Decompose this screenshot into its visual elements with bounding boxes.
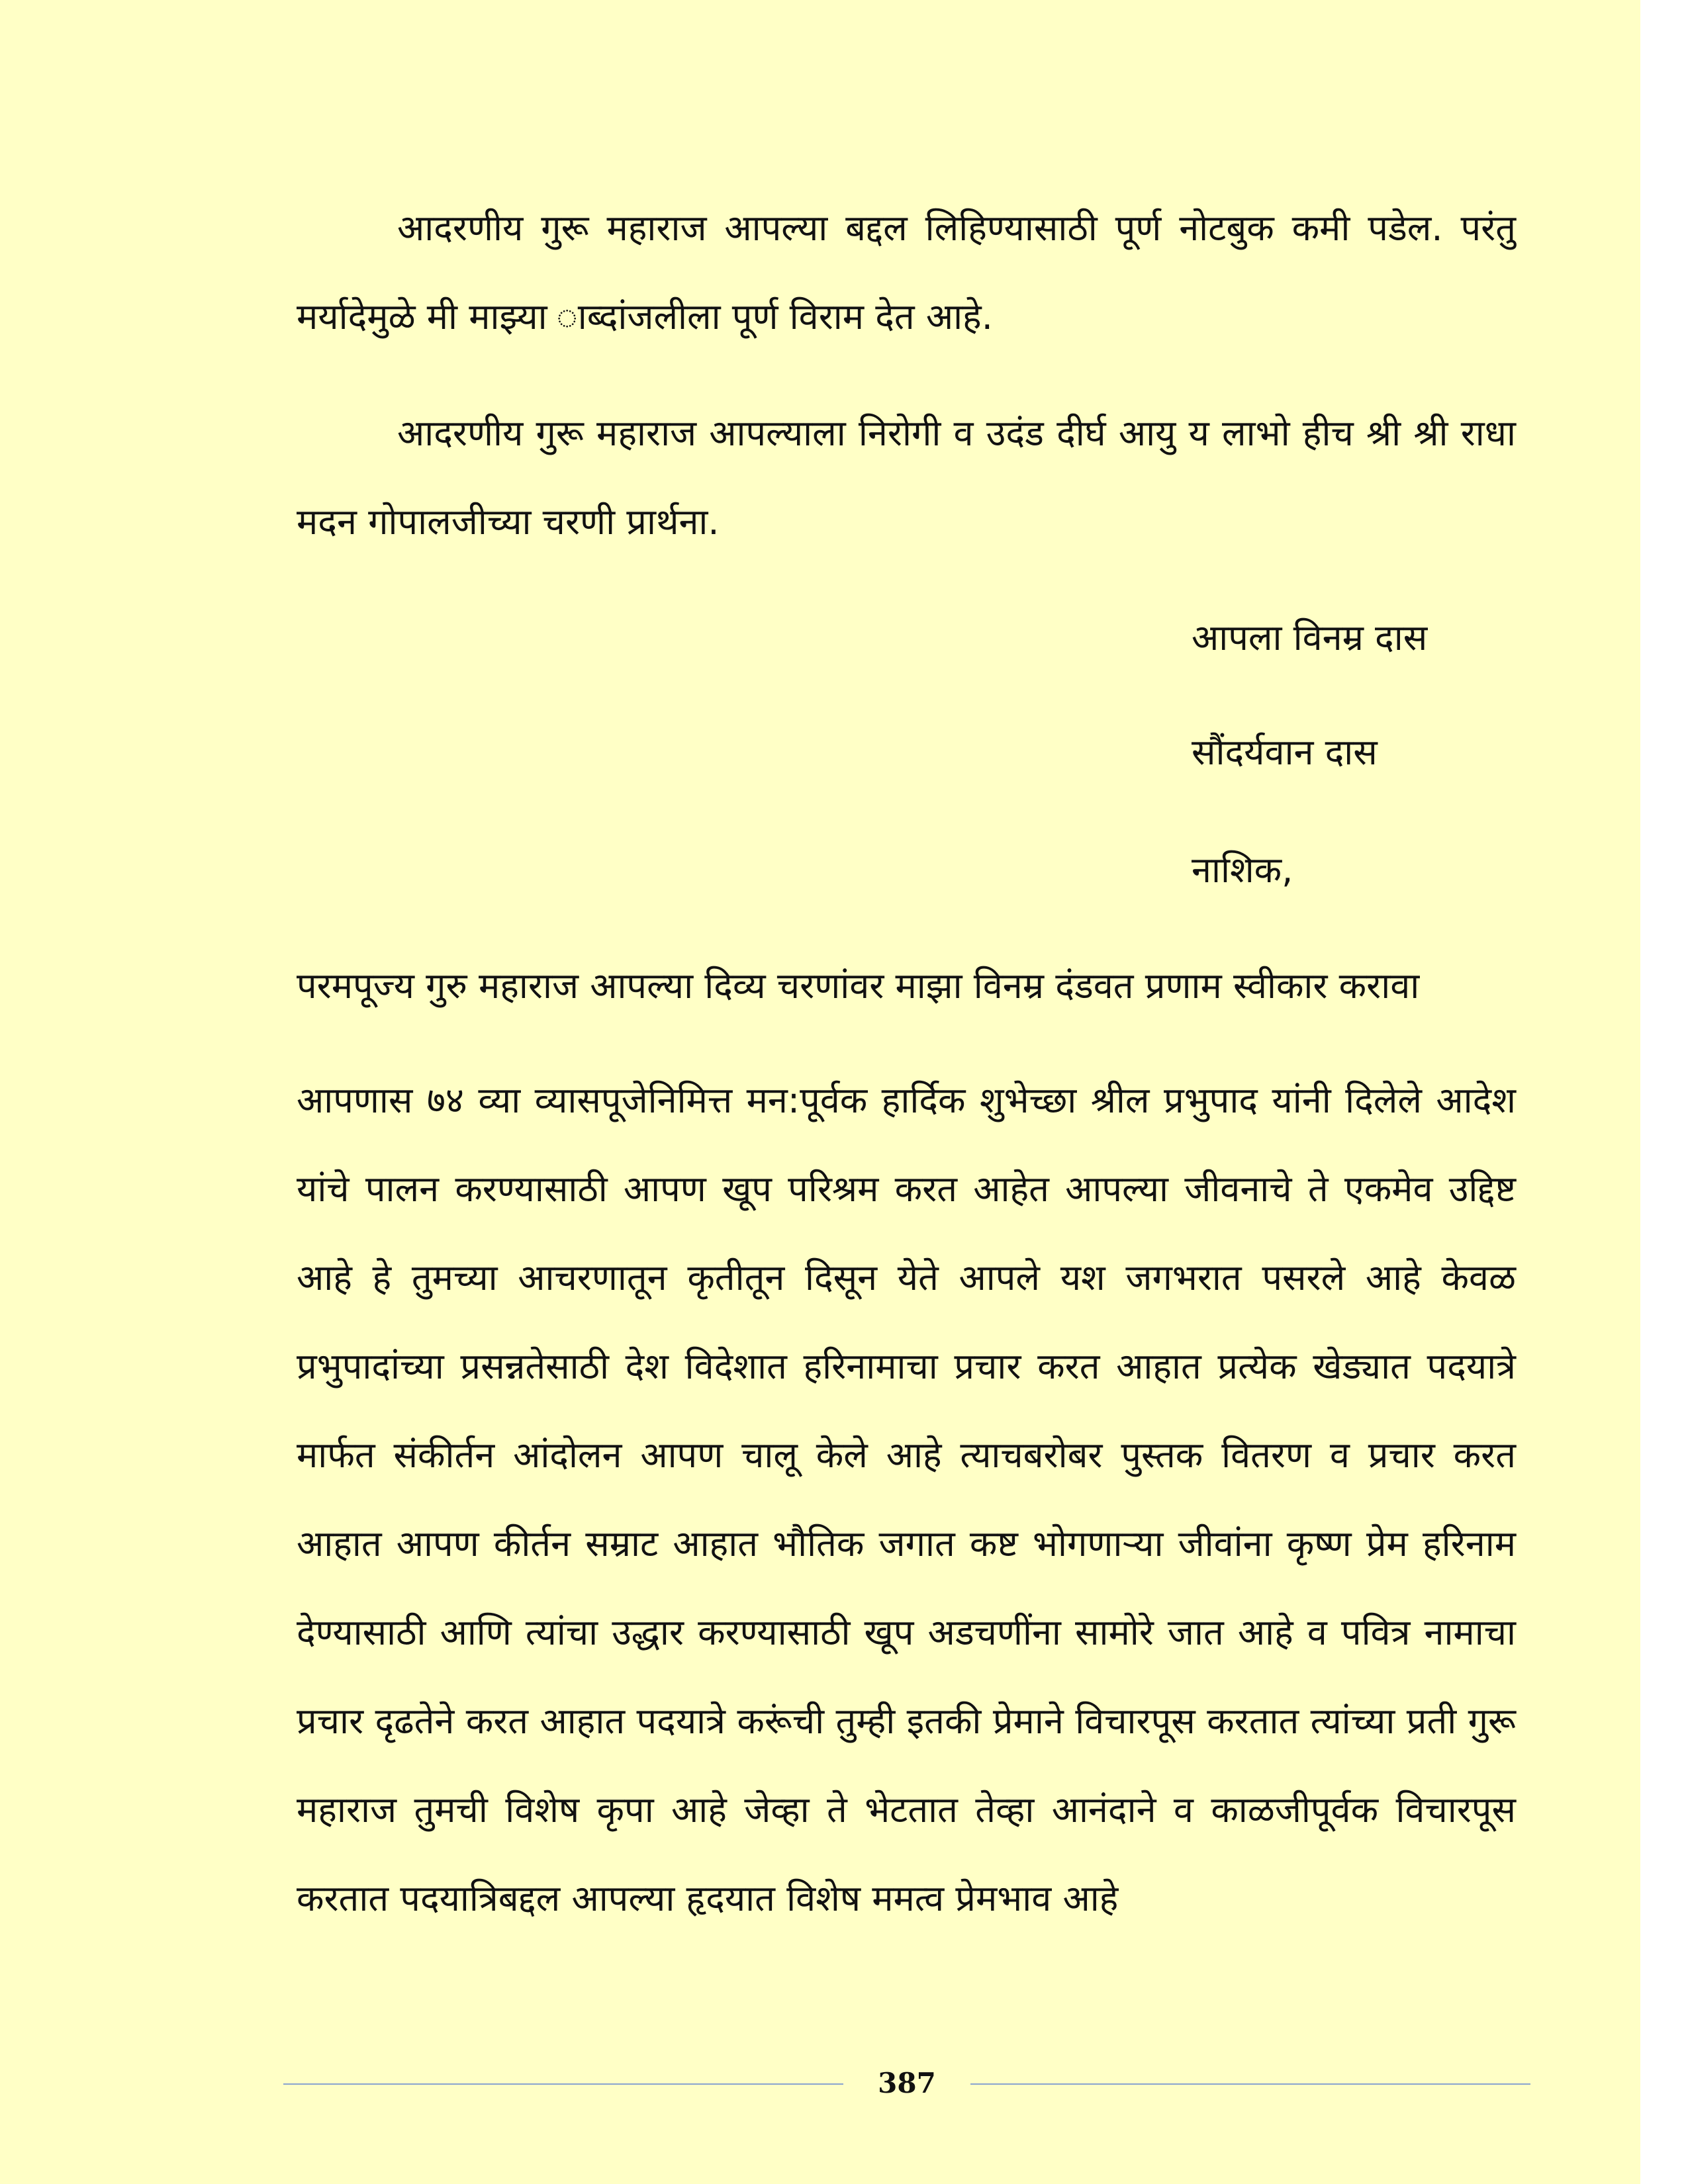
prayer-paragraph: आदरणीय गुरू महाराज आपल्याला निरोगी व उदंड दीर्घ आयु य लाभो हीच श्री श्री राधा मदन गोपालजीच्या चरणी प्रार्थना. (297, 412, 1516, 543)
page-number: 387 (878, 2067, 936, 2099)
main-paragraph: आपणास ७४ व्या व्यासपूजेनिमित्त मन:पूर्वक हार्दिक शुभेच्छा श्रील प्रभुपाद यांनी दिलेले आदेश यांचे पालन करण्यासाठी आपण खूप परिश्रम करत आहेत आपल्या जीवनाचे ते एकमेव उद्दिष्ट आहे हे तुमच्या आचरणातून कृतीतून दिसून येते आपले यश जगभरात पसरले आहे केवळ प्रभुपादांच्या प्रसन्नतेसाठी देश विदेशात हरिनामाचा प्रचार करत आहात प्रत्येक खेड्यात पदयात्रे मार्फत संकीर्तन आंदोलन आपण चालू केले आहे त्याचबरोबर पुस्तक वितरण व प्रचार करत आहात आपण कीर्तन सम्राट आहात भौतिक जगात कष्ट भोगणाऱ्या जीवांना कृष्ण प्रेम हरिनाम देण्यासाठी आणि त्यांचा उद्धार करण्यासाठी खूप अडचणींना सामोरे जात आहे व पवित्र नामाचा प्रचार दृढतेने करत आहात पदयात्रे करूंची तुम्ही इतकी प्रेमाने विचारपूस करतात त्यांच्या प्रती गुरू महाराज तुमची विशेष कृपा आहे जेव्हा ते भेटतात तेव्हा आनंदाने व काळजीपूर्वक विचारपूस करतात पदयात्रिबद्दल आपल्या हृदयात विशेष ममत्व प्रेमभाव आहे (297, 1079, 1516, 1919)
footer-rule-right (970, 2083, 1530, 2085)
closing-note-paragraph: आदरणीय गुरू महाराज आपल्या बद्दल लिहिण्यासाठी पूर्ण नोटबुक कमी पडेल. परंतु मर्यादेमुळे मी माझ्या ाब्दांजलीला पूर्ण विराम देत आहे. (297, 207, 1516, 338)
signature-salutation: आपला विनम्र दास (1192, 617, 1428, 659)
greeting-line: परमपूज्य गुरु महाराज आपल्या दिव्य चरणांवर माझा विनम्र दंडवत प्रणाम स्वीकार करावा (297, 965, 1420, 1007)
footer-rule-left (283, 2083, 843, 2085)
signature-place: नाशिक, (1192, 849, 1293, 891)
signature-name: सौंदर्यवान दास (1192, 731, 1378, 773)
